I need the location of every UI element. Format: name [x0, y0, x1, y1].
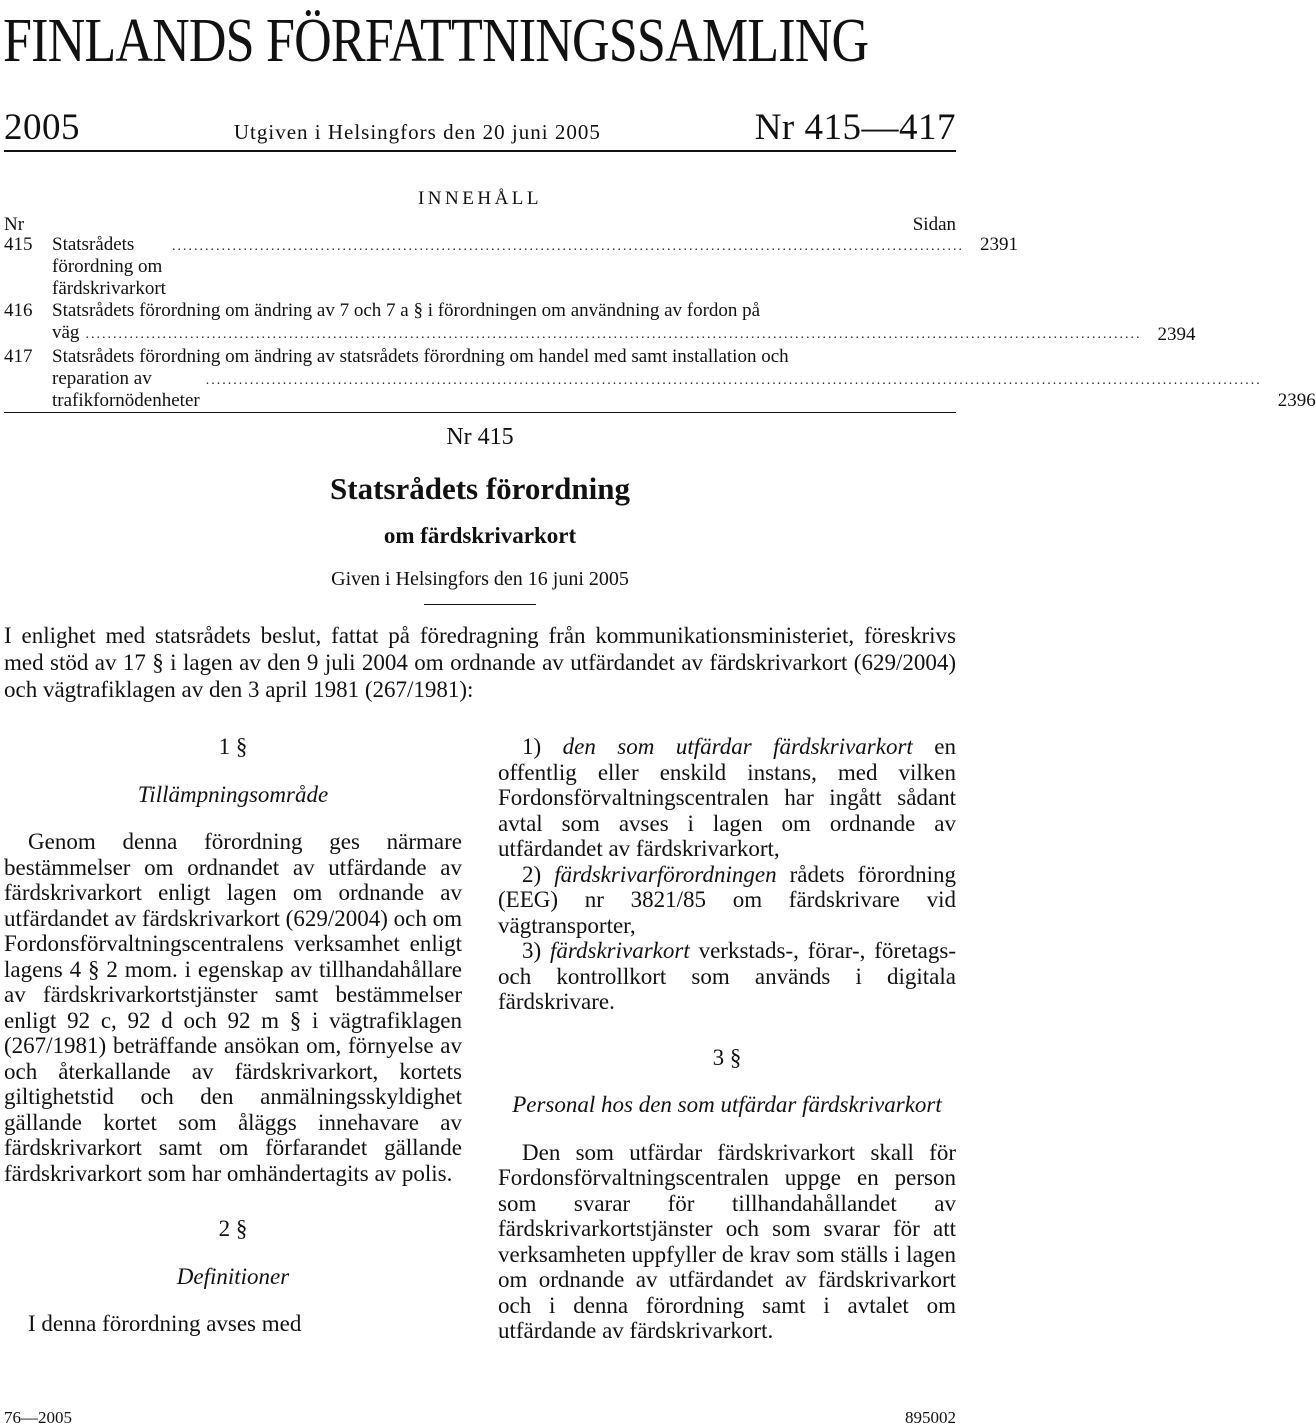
toc-entry-page: 2394 [1157, 324, 1196, 345]
act-title: Statsrådets förordning [330, 471, 630, 506]
toc-entry-title: Statsrådets förordning om ändring av 7 och 7 a § i förordningen om användning av fordon på [52, 300, 761, 321]
toc-entry-nr: 416 [4, 300, 33, 321]
toc-entry[interactable] [4, 234, 1018, 300]
toc-leader-dots: ................................................................................................................................................................................................ [85, 327, 1142, 342]
section-3-number: 3 § [712, 1044, 742, 1070]
toc-page-header: Sidan [912, 214, 956, 235]
toc-entry[interactable] [4, 346, 1316, 412]
toc-entry-title-cont: reparation av trafikfornödenheter [52, 368, 200, 411]
toc-leader-dots: ................................................................................................................................................ [171, 239, 964, 254]
right-column [498, 734, 956, 1344]
definition-term: färdskrivarkort [550, 938, 690, 963]
definition-item: 2) färdskrivarförordningen rådets förordning (EEG) nr 3821/85 om färdskrivare vid vägtransporter, [498, 861, 956, 938]
toc-entry-page: 2391 [979, 234, 1018, 255]
toc-entry[interactable] [4, 300, 1196, 346]
table-of-contents [4, 234, 1316, 413]
act-given-date: Given i Helsingfors den 16 juni 2005 [331, 568, 629, 590]
section-3-title: Personal hos den som utfärdar färdskrivarkort [512, 1092, 942, 1117]
toc-column-headers [4, 214, 956, 236]
section-2-intro: I denna förordning avses med [28, 1311, 302, 1336]
act-subtitle: om färdskrivarkort [383, 523, 577, 548]
definition-item: 3) färdskrivarkort verkstads-, förar-, företags- och kontrollkort som används i digitala färdskrivare. [498, 938, 956, 1014]
issue-line [4, 106, 956, 152]
section-2-number: 2 § [218, 1216, 248, 1241]
publication-masthead: FINLANDS FÖRFATTNINGSSAMLING [3, 7, 869, 75]
section-1-title: Tillämpningsområde [137, 781, 329, 807]
section-1-number: 1 § [218, 734, 248, 759]
issue-year: 2005 [4, 107, 80, 148]
divider-rule [424, 604, 536, 605]
toc-entry-nr: 415 [4, 234, 33, 255]
section-3-text: Den som utfärdar färdskrivarkort skall för Fordonsförvaltningscentralen uppge en person som svarar för tillhandahållandet av färdskrivarkortstjänster och som svarar för att verksamheten uppfyller de krav som ställs i lagen om ordnande av utfärdandet av färdskrivarkort och i denna förordning samt i avtalet om utfärdande av färdskrivarkort. [498, 1139, 956, 1343]
left-column [4, 734, 462, 1337]
footer-left-code: 76—2005 [4, 1408, 72, 1427]
definition-term: färdskrivarförordningen [554, 861, 777, 887]
toc-entry-title-cont: väg [52, 322, 80, 343]
toc-entry-nr: 417 [4, 346, 33, 367]
toc-nr-header: Nr [4, 214, 25, 235]
page-footer [4, 1408, 956, 1428]
act-preamble: I enlighet med statsrådets beslut, fattat på föredragning från kommunikationsministeriet, föreskrivs med stöd av 17 § i lagen av den 9 juli 2004 om ordnande av utfärdandet av färdskrivarkort (629/2004) och vägtrafiklagen av den 3 april 1981 (267/1981): [4, 623, 956, 702]
section-2-title: Definitioner [176, 1263, 290, 1289]
toc-entry-title: Statsrådets förordning om färdskrivarkort [52, 234, 166, 299]
definition-term: den som utfärdar färdskrivarkort [562, 734, 913, 759]
toc-entry-page: 2396 [1277, 390, 1316, 411]
section-1-text: Genom denna förordning ges närmare bestämmelser om ordnandet av utfärdande av färdskrivarkort enligt lagen om ordnande av utfärdandet av färdskrivarkort (629/2004) och om Fordonsförvaltningscentralens verksamhet enligt lagens 4 § 2 mom. i egenskap av tillhandahållare av färdskrivarkortstjänster samt bestämmelser enligt 92 c, 92 d och 92 m § i vägtrafiklagen (267/1981) beträffande ansökan om, förnyelse av och återkallande av färdskrivarkort, kortets giltighetstid och den anmälningsskyldighet gällande kortet som åläggs innehavare av färdskrivarkort samt om förfarandet gällande färdskrivarkort som har omhändertagits av polis. [4, 829, 462, 1186]
issue-published: Utgiven i Helsingfors den 20 juni 2005 [233, 120, 601, 144]
act-number: Nr 415 [446, 424, 514, 450]
toc-heading: INNEHÅLL [417, 188, 543, 209]
definition-item: 1) den som utfärdar färdskrivarkort en offentlig eller enskild instans, med vilken Fordonsförvaltningscentralen har ingått sådant avtal som avses i lagen om ordnande av utfärdandet av färdskrivarkort, [498, 734, 956, 861]
issue-numbers: Nr 415—417 [754, 107, 956, 148]
toc-leader-dots: ................................................................................................................................................................................................ [205, 373, 1262, 388]
toc-entry-title: Statsrådets förordning om ändring av statsrådets förordning om handel med samt installation och [52, 346, 789, 367]
footer-right-code: 895002 [905, 1408, 956, 1427]
